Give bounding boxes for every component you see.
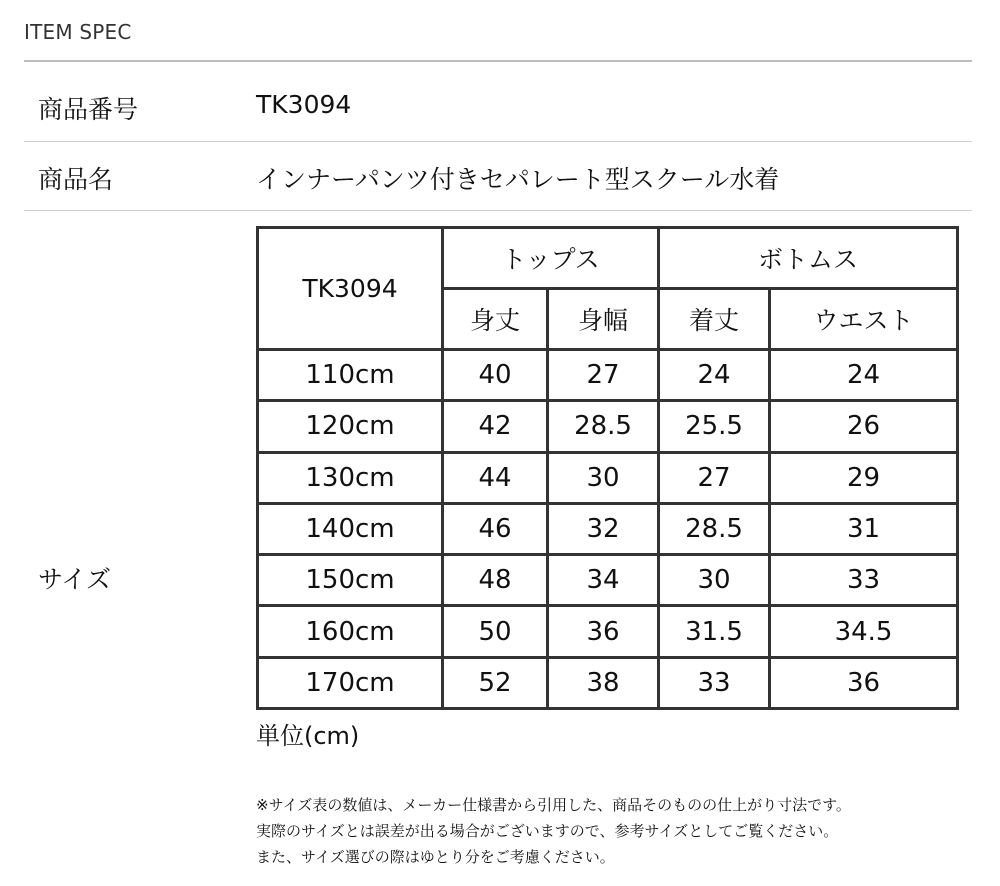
- table-row: [259, 351, 956, 399]
- unit-note: 単位(cm): [256, 722, 360, 750]
- size-cell: 130cm: [259, 454, 441, 502]
- size-label: サイズ: [38, 565, 112, 594]
- table-cell: 24: [660, 351, 768, 399]
- table-cell: 40: [444, 351, 546, 399]
- table-row: [259, 659, 956, 707]
- product-name-label: 商品名: [38, 165, 114, 194]
- group-header-tops: トップス: [444, 229, 657, 287]
- table-row: [259, 607, 956, 655]
- table-cell: 27: [660, 454, 768, 502]
- size-cell: 140cm: [259, 505, 441, 553]
- row-divider: [24, 141, 972, 142]
- table-row: [259, 402, 956, 450]
- table-cell: 32: [549, 505, 657, 553]
- table-cell: 34.5: [771, 607, 956, 655]
- row-divider: [24, 210, 972, 211]
- table-cell: 46: [444, 505, 546, 553]
- size-notes: [256, 792, 851, 870]
- table-cell: 24: [771, 351, 956, 399]
- table-row: [259, 505, 956, 553]
- column-header: ウエスト: [771, 290, 956, 348]
- table-cell: 42: [444, 402, 546, 450]
- table-cell: 36: [549, 607, 657, 655]
- table-cell: 52: [444, 659, 546, 707]
- table-row: [259, 556, 956, 604]
- table-cell: 44: [444, 454, 546, 502]
- table-cell: 50: [444, 607, 546, 655]
- note-line: ※サイズ表の数値は、メーカー仕様書から引用した、商品そのものの仕上がり寸法です。: [256, 796, 851, 814]
- table-cell: 29: [771, 454, 956, 502]
- product-name-value: インナーパンツ付きセパレート型スクール水着: [256, 165, 780, 194]
- table-cell: 48: [444, 556, 546, 604]
- table-cell: 33: [771, 556, 956, 604]
- size-cell: 120cm: [259, 402, 441, 450]
- table-cell: 25.5: [660, 402, 768, 450]
- product-code-label: 商品番号: [38, 95, 139, 124]
- note-line: 実際のサイズとは誤差が出る場合がございますので、参考サイズとしてご覧ください。: [256, 822, 839, 840]
- size-cell: 160cm: [259, 607, 441, 655]
- table-cell: 31.5: [660, 607, 768, 655]
- table-cell: 30: [549, 454, 657, 502]
- table-cell: 30: [660, 556, 768, 604]
- section-title: ITEM SPEC: [24, 20, 132, 44]
- table-cell: 28.5: [549, 402, 657, 450]
- product-code-value: TK3094: [256, 90, 352, 119]
- size-cell: 150cm: [259, 556, 441, 604]
- table-cell: 26: [771, 402, 956, 450]
- table-corner-cell: TK3094: [259, 229, 441, 348]
- column-header: 着丈: [660, 290, 768, 348]
- size-cell: 110cm: [259, 351, 441, 399]
- table-cell: 28.5: [660, 505, 768, 553]
- size-table: [256, 226, 959, 710]
- top-divider: [24, 60, 972, 62]
- table-cell: 34: [549, 556, 657, 604]
- table-cell: 33: [660, 659, 768, 707]
- table-cell: 27: [549, 351, 657, 399]
- table-cell: 38: [549, 659, 657, 707]
- column-header: 身幅: [549, 290, 657, 348]
- table-cell: 36: [771, 659, 956, 707]
- size-cell: 170cm: [259, 659, 441, 707]
- note-line: また、サイズ選びの際はゆとり分をご考慮ください。: [256, 848, 615, 866]
- group-header-bottoms: ボトムス: [660, 229, 956, 287]
- column-header: 身丈: [444, 290, 546, 348]
- table-header-row: [259, 229, 956, 287]
- table-row: [259, 454, 956, 502]
- table-cell: 31: [771, 505, 956, 553]
